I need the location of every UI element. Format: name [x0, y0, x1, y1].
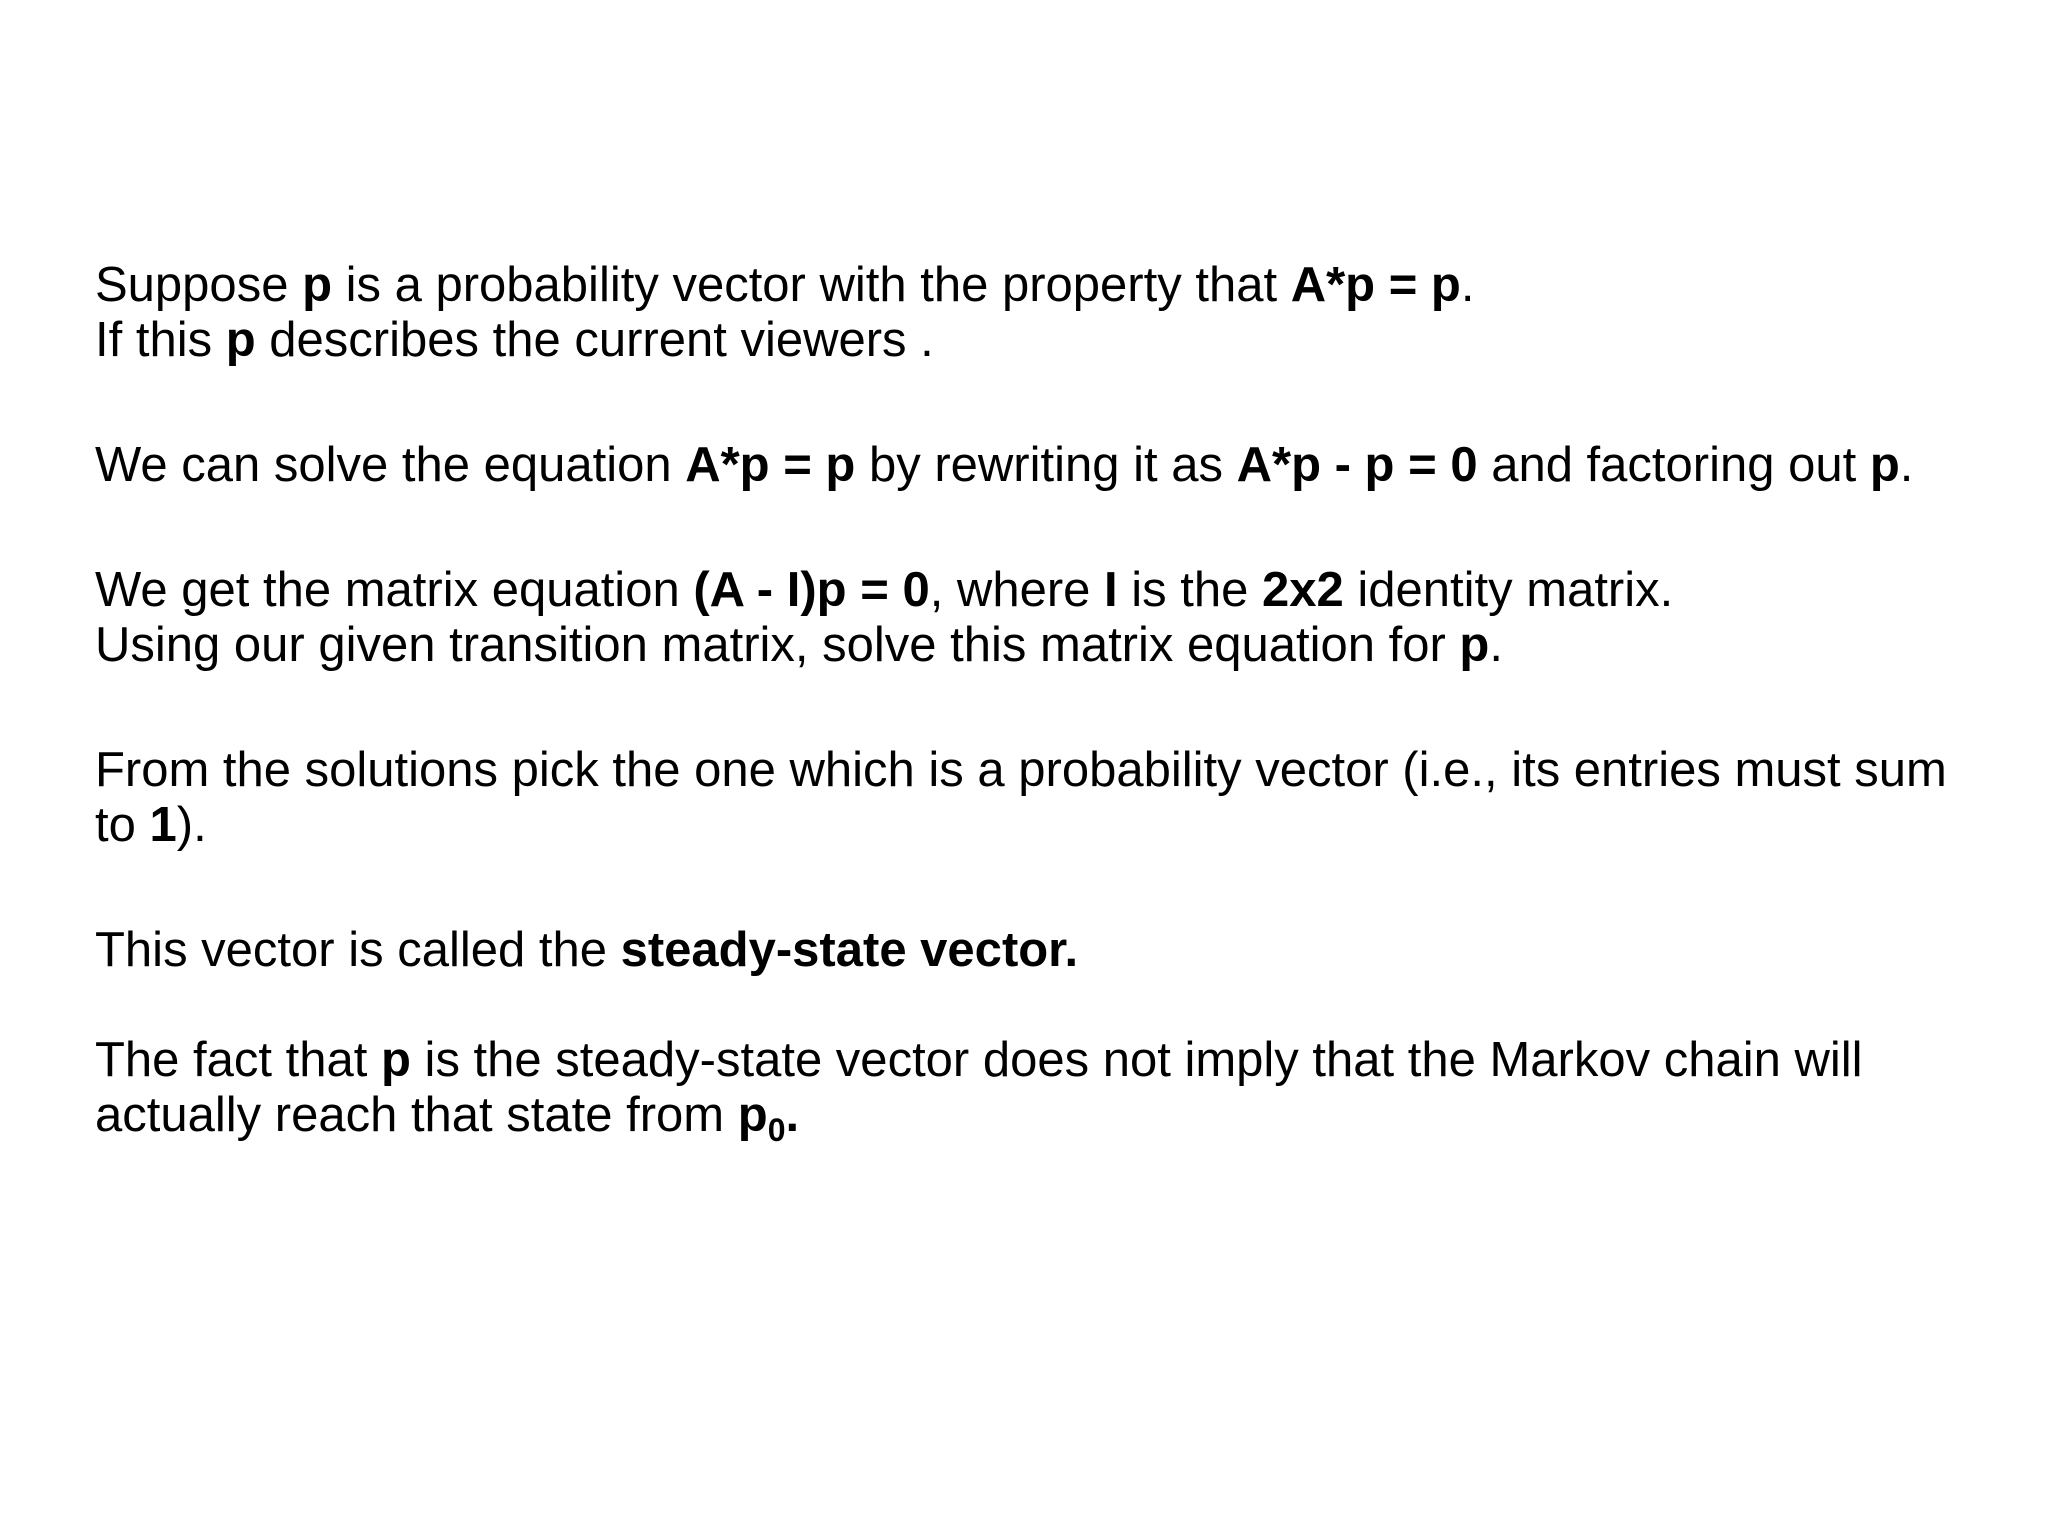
- text-run: If this: [95, 313, 226, 367]
- paragraph-probability-vector: [95, 258, 1975, 368]
- text-run: by rewriting it as: [855, 438, 1237, 492]
- subscript-zero: 0: [767, 1112, 786, 1148]
- bold-term: 2x2: [1262, 563, 1344, 617]
- text-run: , where: [929, 563, 1105, 617]
- paragraph-line: [95, 258, 1975, 313]
- text-run: describes the current viewers .: [255, 313, 934, 367]
- bold-term: A*p = p: [685, 438, 856, 492]
- bold-term: A*p = p: [1290, 258, 1461, 312]
- bold-term: 1: [149, 798, 177, 852]
- text-run: Suppose: [95, 258, 303, 312]
- text-run: ).: [176, 798, 207, 852]
- text-run: The fact that: [95, 1033, 381, 1087]
- paragraph-line: [95, 563, 1975, 618]
- bold-term: .: [785, 1088, 800, 1142]
- paragraph-line: [95, 618, 1975, 673]
- bold-term: (A - I)p = 0: [693, 563, 930, 617]
- text-run: is the: [1117, 563, 1262, 617]
- paragraph-solve-equation: [95, 438, 1975, 493]
- bold-term: p: [1869, 438, 1900, 492]
- text-run: We get the matrix equation: [95, 563, 694, 617]
- text-run: We can solve the equation: [95, 438, 686, 492]
- bold-term: p: [381, 1033, 411, 1087]
- text-run: This vector is called the: [95, 923, 621, 977]
- paragraph-line: [95, 313, 1975, 368]
- text-run: .: [1899, 438, 1914, 492]
- bold-term: p: [302, 258, 332, 312]
- text-run: .: [1460, 258, 1475, 312]
- text-run: .: [1489, 618, 1503, 672]
- bold-term: I: [1104, 563, 1118, 617]
- text-run: is the steady-state vector does not imply that the Markov chain will actually reach that state from: [95, 1033, 1863, 1142]
- paragraph-pick-solution: [95, 743, 1975, 853]
- text-run: identity matrix.: [1343, 563, 1674, 617]
- text-run: Using our given transition matrix, solve this matrix equation for: [95, 618, 1460, 672]
- bold-term: p: [225, 313, 256, 367]
- bold-term: A*p - p = 0: [1236, 438, 1478, 492]
- paragraph-matrix-equation: [95, 563, 1975, 673]
- paragraph-steady-state: [95, 923, 1975, 978]
- bold-term: steady-state vector.: [620, 923, 1079, 977]
- paragraph-markov-note: [95, 1033, 1975, 1148]
- bold-term: p: [737, 1088, 768, 1142]
- text-run: and factoring out: [1477, 438, 1870, 492]
- bold-term: p: [1459, 618, 1490, 672]
- slide-body: [95, 258, 1975, 1213]
- text-run: is a probability vector with the property that: [332, 258, 1291, 312]
- text-run: From the solutions pick the one which is a probability vector (i.e., its entries must sum to: [95, 743, 1947, 852]
